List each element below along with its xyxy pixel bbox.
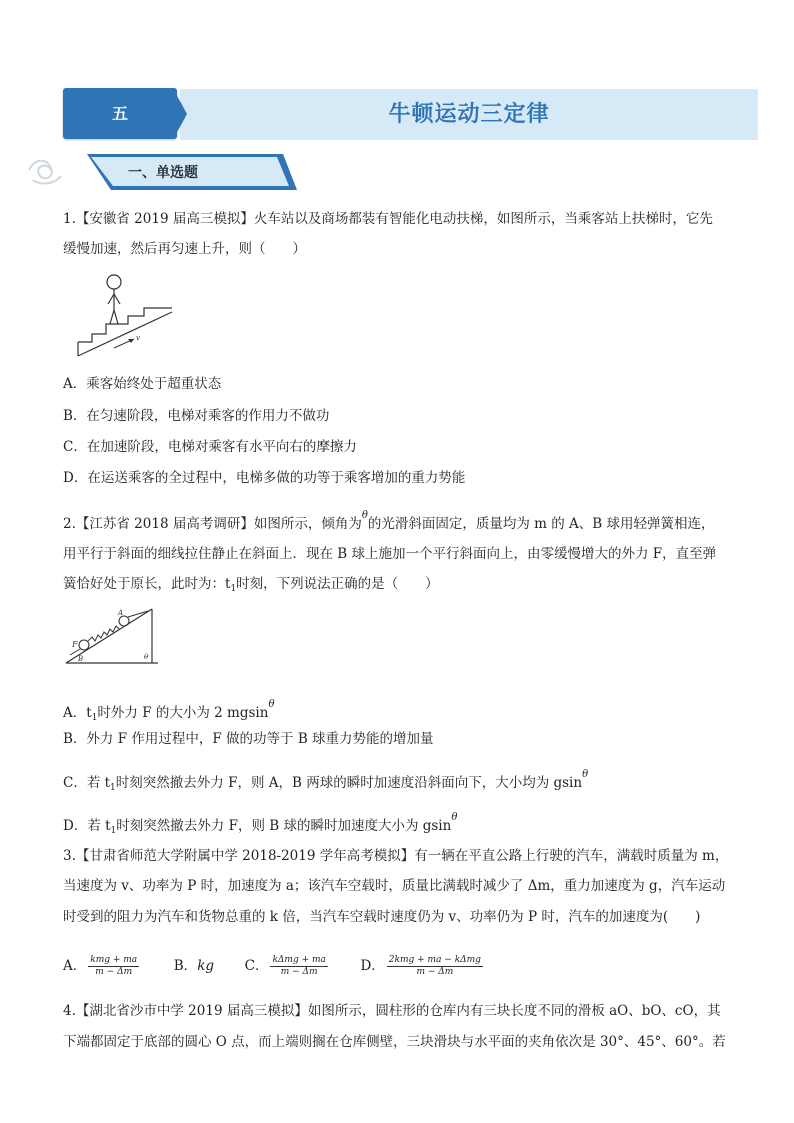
subscript-1: 1 xyxy=(110,783,116,793)
q3-option-c-fraction xyxy=(270,955,327,978)
theta-symbol: θ xyxy=(451,812,458,823)
q1-option-b: B．在匀速阶段，电梯对乘客的作用力不做功 xyxy=(63,408,330,424)
theta-symbol: θ xyxy=(582,769,589,780)
q2-stem-line1 xyxy=(63,510,715,536)
q1-option-c: C．在加速阶段，电梯对乘客有水平向右的摩擦力 xyxy=(63,439,357,455)
q2-stem-line2: 用平行于斜面的细线拉住静止在斜面上．现在 B 球上施加一个平行斜面向上，由零缓慢增大的外力 F，直至弹 xyxy=(63,546,717,562)
fraction-numerator: kΔmg + ma xyxy=(272,955,326,965)
fraction-denominator: m − Δm xyxy=(95,967,133,977)
q2-option-c-part1: C．若 t xyxy=(63,775,111,791)
q2-option-d-part2: 时刻突然撤去外力 F，则 B 球的瞬时加速度大小为 gsin xyxy=(116,818,452,834)
q3-option-c-label: C． xyxy=(244,958,269,974)
q2-stem-part2: 的光滑斜面固定，质量均为 m 的 A、B 球用轻弹簧相连， xyxy=(367,516,715,532)
escalator-figure xyxy=(72,272,176,358)
q2-stem-part1: 2.【江苏省 2018 届高考调研】如图所示，倾角为 xyxy=(63,516,362,532)
q2-option-d xyxy=(63,812,458,838)
q3-option-a-fraction xyxy=(88,955,139,978)
q2-option-d-part1: D．若 t xyxy=(63,818,111,834)
subscript-1: 1 xyxy=(110,826,117,836)
q1-stem-line2: 缓慢加速，然后再匀速上升，则（ ） xyxy=(63,241,306,257)
q1-option-d: D．在运送乘客的全过程中，电梯多做的功等于乘客增加的重力势能 xyxy=(63,470,466,486)
q3-stem-line3: 时受到的阻力为汽车和货物总重的 k 倍，当汽车空载时速度仍为 v、功率仍为 P 时，汽车的加速度为( ) xyxy=(63,909,701,925)
q3-options xyxy=(63,951,485,981)
q2-option-c-part2: 时刻突然撤去外力 F，则 A，B 两球的瞬时加速度沿斜面向下，大小均为 gsin xyxy=(115,775,583,791)
q2-option-c xyxy=(63,769,589,795)
fraction-numerator: kmg + ma xyxy=(90,955,138,965)
subscript-1: 1 xyxy=(91,713,98,723)
q3-option-b-label: B． xyxy=(173,958,198,974)
angle-label: θ xyxy=(144,653,149,661)
theta-symbol: θ xyxy=(361,510,368,521)
theta-symbol: θ xyxy=(268,699,275,710)
q1-stem-line1: 1.【安徽省 2019 届高三模拟】火车站以及商场都装有智能化电动扶梯，如图所示，当乘客站上扶梯时，它先 xyxy=(63,211,713,227)
q2-stem-line3-part1: 簧恰好处于原长，此时为：t xyxy=(63,576,231,592)
q1-option-a: A．乘客始终处于超重状态 xyxy=(63,376,222,392)
q2-option-b: B．外力 F 作用过程中，F 做的功等于 B 球重力势能的增加量 xyxy=(63,731,434,747)
q2-stem-line3-part2: 时刻，下列说法正确的是（ ） xyxy=(236,576,439,592)
section-title: 一、单选题 xyxy=(128,165,198,181)
q2-option-a-part1: A．t xyxy=(63,705,92,721)
q3-stem-line1: 3.【甘肃省师范大学附属中学 2018-2019 学年高考模拟】有一辆在平直公路上行驶的汽车，满载时质量为 m， xyxy=(63,848,729,864)
q2-stem-line3 xyxy=(63,574,439,596)
fraction-numerator: 2kmg + ma − kΔmg xyxy=(388,955,481,965)
q3-option-a-label: A． xyxy=(63,958,87,974)
chapter-number: 五 xyxy=(111,104,128,123)
q2-option-a xyxy=(63,699,275,725)
velocity-label: v xyxy=(136,334,140,342)
ball-b-label: B xyxy=(78,655,84,663)
q3-option-b-value: kg xyxy=(197,958,215,974)
q2-option-a-part2: 时外力 F 的大小为 2 mgsin xyxy=(97,705,269,721)
ball-a-label: A xyxy=(118,609,124,617)
subscript-1: 1 xyxy=(230,584,237,594)
q3-stem-line2: 当速度为 v、功率为 P 时，加速度为 a；该汽车空载时，质量比满载时减少了 Δm，重力加速度为 g，汽车运动 xyxy=(63,878,726,894)
force-label: F xyxy=(72,640,78,649)
chapter-title: 牛顿运动三定律 xyxy=(388,102,550,127)
fraction-denominator: m − Δm xyxy=(280,967,318,977)
fraction-denominator: m − Δm xyxy=(416,967,454,977)
q4-stem-line2: 下端都固定于底部的圆心 O 点，而上端则搁在仓库侧壁，三块滑块与水平面的夹角依次是 30°、45°、60°。若 xyxy=(63,1034,726,1050)
q3-option-d-label: D． xyxy=(360,958,385,974)
incline-figure xyxy=(60,605,160,667)
q4-stem-line1: 4.【湖北省沙市中学 2019 届高三模拟】如图所示，圆柱形的仓库内有三块长度不同的滑板 aO、bO、cO，其 xyxy=(63,1003,721,1019)
q3-option-d-fraction xyxy=(387,955,483,978)
